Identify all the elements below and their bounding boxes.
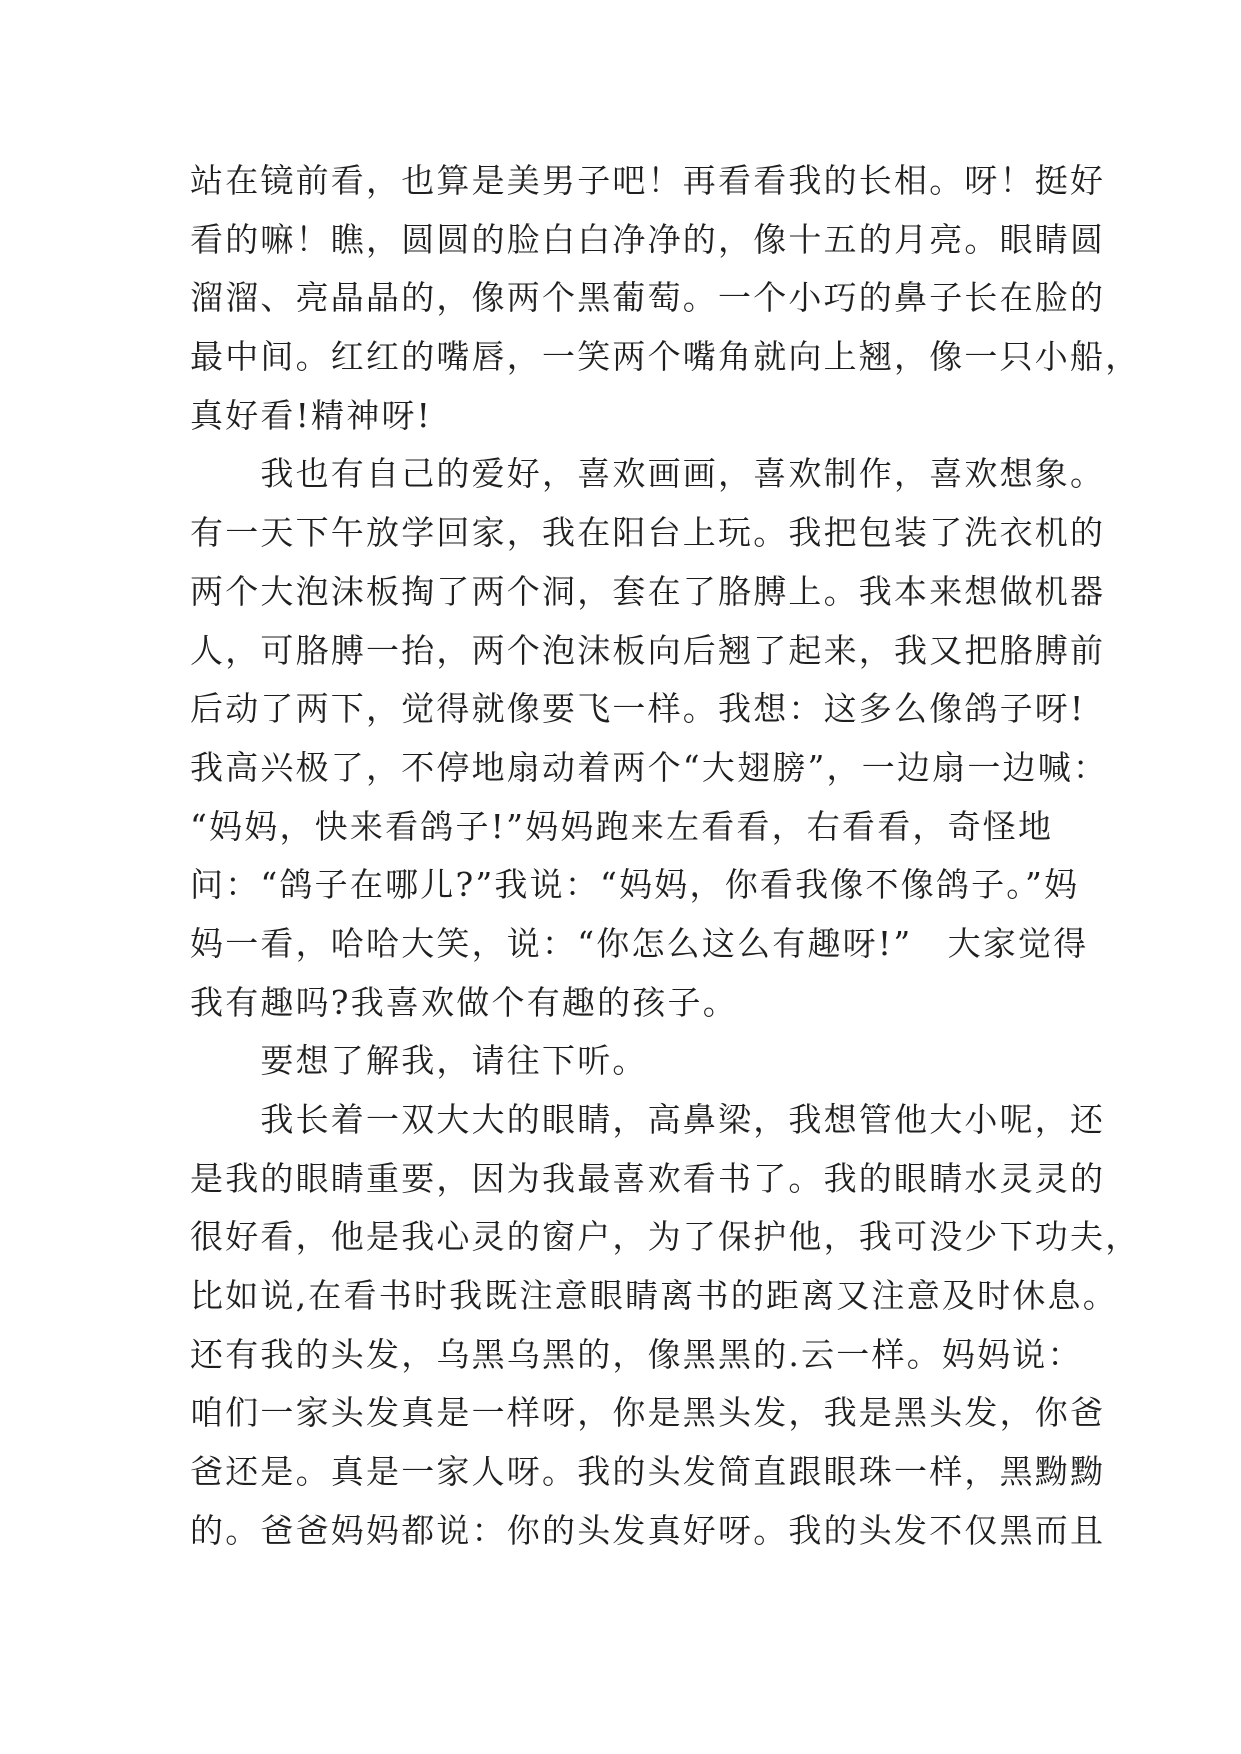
text-line: 看的嘛！瞧，圆圆的脸白白净净的，像十五的月亮。眼睛圆 — [190, 219, 1106, 259]
text-line: 我有趣吗?我喜欢做个有趣的孩子。 — [190, 982, 738, 1022]
text-line: 我也有自己的爱好，喜欢画画，喜欢制作，喜欢想象。 — [190, 454, 1106, 494]
text-line: 两个大泡沫板掏了两个洞，套在了胳膊上。我本来想做机器 — [190, 571, 1106, 611]
text-line: 问：“鸽子在哪儿?”我说：“妈妈，你看我像不像鸽子。”妈 — [190, 865, 1080, 905]
text-line: 有一天下午放学回家，我在阳台上玩。我把包装了洗衣机的 — [190, 513, 1106, 553]
text-line: 很好看，他是我心灵的窗户，为了保护他，我可没少下功夫， — [190, 1217, 1141, 1257]
text-line: 最中间。红红的嘴唇，一笑两个嘴角就向上翘，像一只小船， — [190, 337, 1141, 377]
text-line: 还有我的头发，乌黑乌黑的，像黑黑的.云一样。妈妈说： — [190, 1334, 1083, 1374]
text-line: 溜溜、亮晶晶的，像两个黑葡萄。一个小巧的鼻子长在脸的 — [190, 278, 1106, 318]
text-line: 我长着一双大大的眼睛，高鼻梁，我想管他大小呢，还 — [190, 1100, 1106, 1139]
text-line: 真好看!精神呀! — [190, 395, 433, 435]
text-line: 的。爸爸妈妈都说：你的头发真好呀。我的头发不仅黑而且 — [190, 1510, 1106, 1550]
body-text — [190, 152, 1141, 1561]
text-line: 爸还是。真是一家人呀。我的头发简直跟眼珠一样，黑黝黝 — [190, 1452, 1106, 1492]
text-line: 妈一看，哈哈大笑，说：“你怎么这么有趣呀!” 大家觉得 — [190, 923, 1089, 963]
text-line: 比如说,在看书时我既注意眼睛离书的距离又注意及时休息。 — [190, 1276, 1118, 1316]
text-line: 是我的眼睛重要，因为我最喜欢看书了。我的眼睛水灵灵的 — [190, 1158, 1106, 1198]
text-line: 要想了解我，请往下听。 — [190, 1041, 648, 1081]
text-line: 我高兴极了，不停地扇动着两个“大翅膀”，一边扇一边喊： — [190, 747, 1109, 787]
text-line: 人，可胳膊一抬，两个泡沫板向后翘了起来，我又把胳膊前 — [190, 630, 1106, 670]
text-line: 站在镜前看，也算是美男子吧！再看看我的长相。呀！挺好 — [190, 161, 1106, 200]
text-line: “妈妈，快来看鸽子!”妈妈跑来左看看，右看看，奇怪地 — [190, 806, 1054, 846]
text-line: 咱们一家头发真是一样呀，你是黑头发，我是黑头发，你爸 — [190, 1393, 1106, 1433]
text-line: 后动了两下，觉得就像要飞一样。我想：这多么像鸽子呀! — [190, 689, 1086, 729]
